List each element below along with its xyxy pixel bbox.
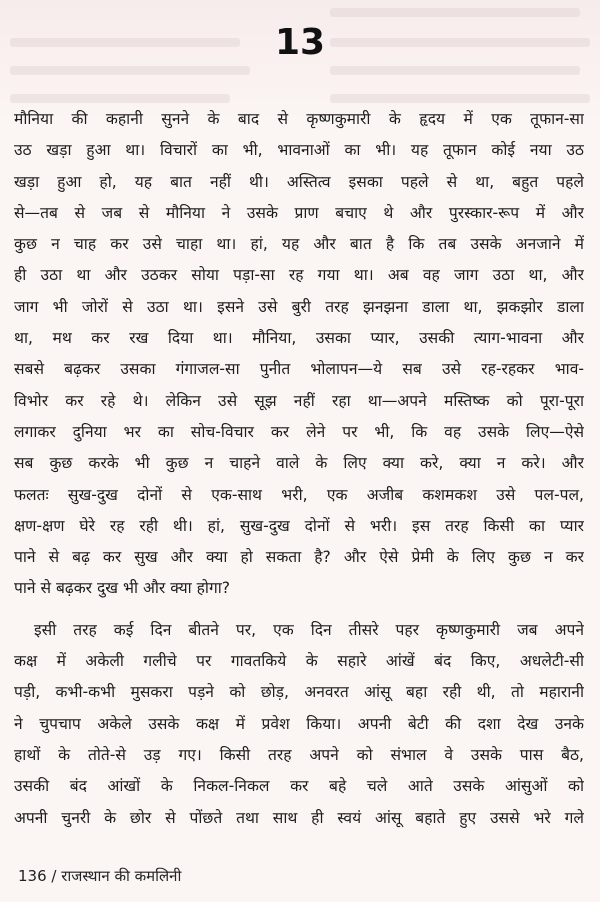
text-line: ने चुपचाप अकेले उसके कक्ष में प्रवेश किया। अपनी बेटी की दशा देख उनके bbox=[14, 714, 584, 733]
text-line: कुछ न चाह कर उसे चाहा था। हां, यह और बात है कि तब उसके अनजाने में bbox=[14, 235, 584, 254]
text-line: अपनी चुनरी के छोर से पोंछते तथा साथ ही स्वयं आंसू बहाते हुए उससे भरे गले bbox=[14, 808, 584, 827]
text-line: फलतः सुख-दुख दोनों से एक-साथ भरी, एक अजीब कशमकश उसे पल-पल, bbox=[14, 485, 584, 504]
text-line: पाने से बढ़कर दुख भी और क्या होगा? bbox=[14, 579, 231, 598]
text-line: था, मथ कर रख दिया था। मौनिया, उसका प्यार, उसकी त्याग-भावना और bbox=[14, 329, 584, 348]
text-line: क्षण-क्षण घेरे रह रही थी। हां, सुख-दुख दोनों से भरी। इस तरह किसी का प्यार bbox=[14, 516, 584, 535]
text-line: खड़ा हुआ हो, यह बात नहीं थी। अस्तित्व इसका पहले से था, बहुत पहले bbox=[14, 172, 584, 191]
text-line: से—तब से जब से मौनिया ने उसके प्राण बचाए थे और पुरस्कार-रूप में और bbox=[14, 203, 584, 222]
text-line: हाथों के तोते-से उड़ गए। किसी तरह अपने को संभाल वे उसके पास बैठ, bbox=[14, 745, 584, 764]
text-line: लगाकर दुनिया भर का सोच-विचार कर लेने पर भी, कि वह उसके लिए—ऐसे bbox=[14, 422, 584, 441]
paragraph-gap bbox=[14, 605, 584, 615]
page-footer: 136 / राजस्थान की कमलिनी bbox=[18, 867, 182, 885]
text-line: सब कुछ करके भी कुछ न चाहने वाले के लिए क्या करे, क्या न करे। और bbox=[14, 454, 584, 473]
text-line: जाग भी जोरों से उठा था। इसने उसे बुरी तरह झनझना डाला था, झकझोर डाला bbox=[14, 297, 584, 316]
text-line: पड़ी, कभी-कभी मुसकरा पड़ने को छोड़, अनवरत आंसू बहा रही थी, तो महारानी bbox=[14, 683, 584, 702]
chapter-number: 13 bbox=[274, 22, 326, 63]
chapter-body bbox=[14, 104, 584, 834]
text-line: उठ खड़ा हुआ था। विचारों का भी, भावनाओं का भी। यह तूफान कोई नया उठ bbox=[14, 141, 584, 160]
text-line: मौनिया की कहानी सुनने के बाद से कृष्णकुमारी के हृदय में एक तूफान-सा bbox=[14, 110, 584, 128]
text-line: विभोर कर रहे थे। लेकिन उसे सूझ नहीं रहा था—अपने मस्तिष्क को पूरा-पूरा bbox=[14, 391, 584, 410]
text-line: उसकी बंद आंखों के निकल-निकल कर बहे चले आते उसके आंसुओं को bbox=[14, 777, 584, 796]
text-line: सबसे बढ़कर उसका गंगाजल-सा पुनीत भोलापन—ये सब उसे रह-रहकर भाव- bbox=[14, 360, 584, 379]
text-line: कक्ष में अकेली गलीचे पर गावतकिये के सहारे आंखें बंद किए, अधलेटी-सी bbox=[14, 652, 584, 671]
text-line: इसी तरह कई दिन बीतने पर, एक दिन तीसरे पहर कृष्णकुमारी जब अपने bbox=[34, 620, 584, 639]
text-line: पाने से बढ़ कर सुख और क्या हो सकता है? और ऐसे प्रेमी के लिए कुछ न कर bbox=[14, 548, 584, 567]
paragraph bbox=[14, 104, 584, 605]
text-line: ही उठा था और उठकर सोया पड़ा-सा रह गया था। अब वह जाग उठा था, और bbox=[14, 266, 584, 285]
paragraph bbox=[14, 615, 584, 834]
